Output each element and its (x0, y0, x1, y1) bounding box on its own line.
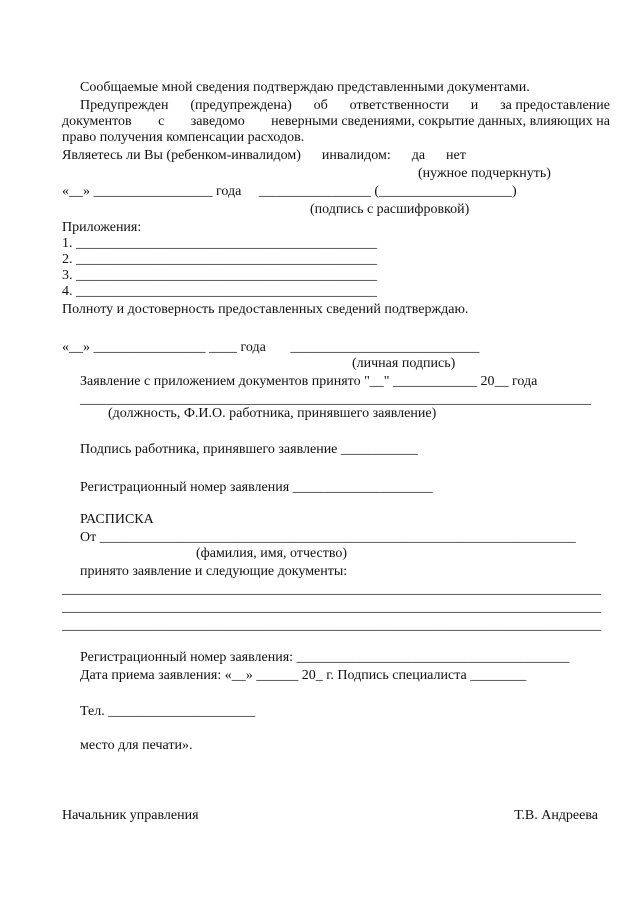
reg-number-line: Регистрационный номер заявления ____________________ (80, 480, 433, 495)
head-name: Т.В. Андреева (514, 808, 598, 823)
disabled-question: Являетесь ли Вы (ребенком-инвалидом) инвалидом: да нет (62, 148, 466, 163)
doc-line: _____________________________________________________________________________ (62, 582, 601, 597)
head-title: Начальник управления (62, 808, 199, 823)
warned-word: с (158, 114, 165, 129)
warned-word: об (313, 98, 328, 113)
doc-line: _____________________________________________________________________________ (62, 600, 601, 615)
warned-word: Предупрежден (80, 98, 169, 113)
accepted-line: Заявление с приложением документов принято "__" ____________ 20__ года (80, 374, 538, 389)
warned-line-3: право получения компенсации расходов. (62, 130, 305, 145)
warned-word: документов (62, 114, 132, 129)
warned-word: ответственности (349, 98, 449, 113)
warned-word: и (470, 98, 479, 113)
attachment-line: 3. ___________________________________________ (62, 268, 377, 283)
date-personal-signature-line: «__» ________________ ____ года ___________________________ (62, 340, 480, 355)
personal-signature-hint: (личная подпись) (352, 356, 456, 371)
from-line: От ____________________________________________________________________ (80, 530, 576, 545)
attachment-line: 4. ___________________________________________ (62, 284, 377, 299)
accepted-docs-text: принято заявление и следующие документы: (80, 564, 348, 579)
receipt-date-line: Дата приема заявления: «__» ______ 20_ г. Подпись специалиста ________ (80, 668, 527, 683)
confirm-docs-text: Сообщаемые мной сведения подтверждаю представленными документами. (80, 80, 530, 95)
worker-signature-line: Подпись работника, принявшего заявление ___________ (80, 442, 418, 457)
fio-hint: (фамилия, имя, отчество) (196, 546, 348, 561)
receipt-title: РАСПИСКА (80, 512, 154, 527)
attachment-line: 2. ___________________________________________ (62, 252, 377, 267)
warned-word: за предоставление (500, 98, 610, 113)
warned-line-1 (80, 98, 610, 114)
attachment-line: 1. ___________________________________________ (62, 236, 377, 251)
stamp-place-text: место для печати». (80, 738, 193, 753)
underline-hint: (нужное подчеркнуть) (418, 166, 551, 181)
completeness-text: Полноту и достоверность предоставленных сведений подтверждаю. (62, 302, 469, 317)
accepted-underline: _________________________________________________________________________ (80, 392, 591, 407)
warned-word: неверными сведениями, сокрытие данных, влияющих на (271, 114, 610, 129)
signature-decode-hint: (подпись с расшифровкой) (310, 202, 470, 217)
warned-line-2 (62, 114, 610, 130)
warned-word: заведомо (190, 114, 245, 129)
accepted-hint: (должность, Ф.И.О. работника, принявшего заявление) (108, 406, 437, 421)
warned-word: (предупреждена) (190, 98, 292, 113)
attachments-title: Приложения: (62, 220, 142, 235)
phone-line: Тел. _____________________ (80, 704, 256, 719)
date-signature-line: «__» _________________ года ________________ (___________________) (62, 184, 517, 199)
reg-number-line-2: Регистрационный номер заявления: _______________________________________ (80, 650, 570, 665)
doc-line: _____________________________________________________________________________ (62, 618, 601, 633)
